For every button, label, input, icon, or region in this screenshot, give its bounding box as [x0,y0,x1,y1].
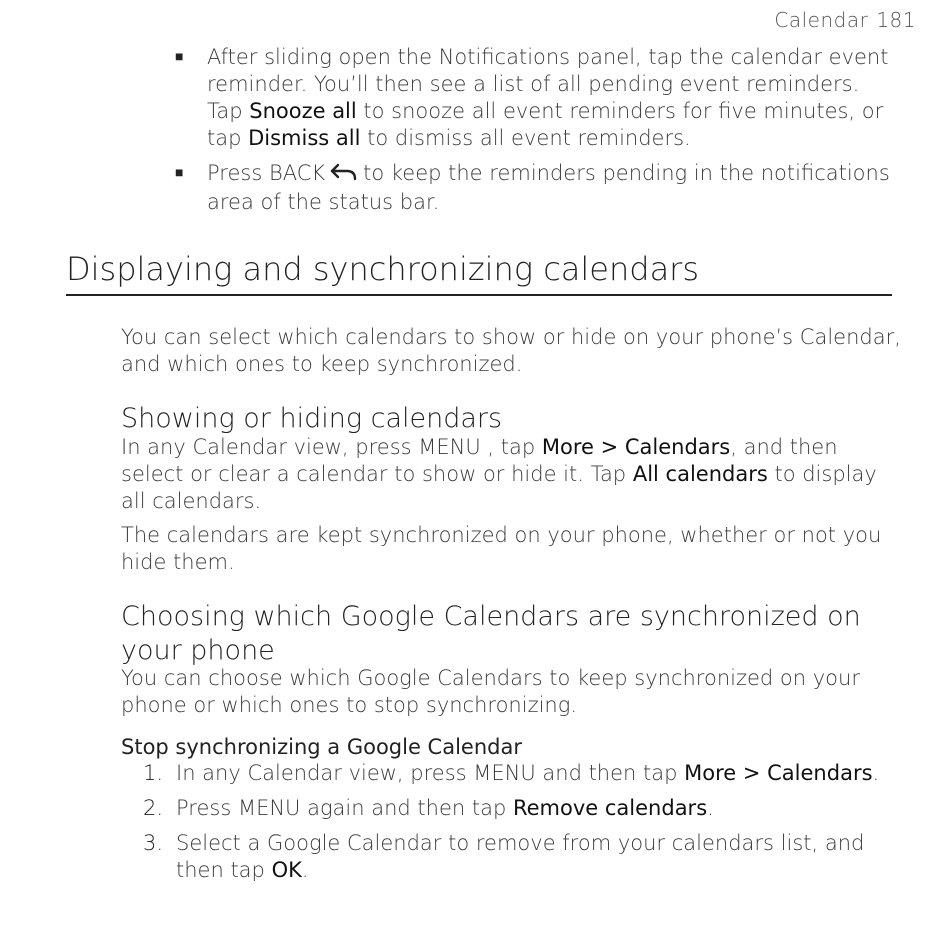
bullet-text: After sliding open the Notifications panel, tap the calendar event reminder. You’ll then see a list of all pending event reminders. Tap [207,45,889,123]
back-arrow-icon [329,162,359,189]
step-number: 1. [143,761,164,785]
section-name: Calendar [774,8,869,32]
ok-label: OK [271,858,302,882]
step-text: . [872,761,880,785]
bullet-item [172,160,892,216]
step-text: Press MENU again and then tap [176,796,513,820]
all-calendars-label: All calendars [632,462,768,486]
bullet-icon: ■ [175,49,184,65]
bullet-text: to snooze all event reminders for five minutes, or tap [207,99,884,150]
bullet-text: to keep the reminders pending in the notifications area of the status bar. [207,161,890,214]
step-number: 3. [143,831,164,855]
intro-paragraph: You can select which calendars to show or hide on your phone’s Calendar, and which ones to keep synchronized. [121,325,901,376]
reminder-bullets [172,44,892,224]
showing-hiding-heading: Showing or hiding calendars [121,403,503,434]
choosing-paragraph: You can choose which Google Calendars to keep synchronized on your phone or which ones to stop synchronizing. [121,666,860,717]
page-header [774,8,916,32]
step-item [121,795,911,822]
bullet-item [172,44,892,152]
step-text: . [707,796,714,820]
bullet-icon: ■ [175,165,184,181]
dismiss-all-label: Dismiss all [248,126,361,150]
paragraph-text: to display all calendars. [121,462,877,513]
step-item [121,830,911,884]
remove-calendars-label: Remove calendars [512,796,708,820]
step-text: Select a Google Calendar to remove from your calendars list, and then tap [176,831,865,882]
more-calendars-label: More > Calendars [541,435,731,459]
stop-sync-steps [121,760,911,892]
stop-sync-subheading: Stop synchronizing a Google Calendar [121,735,522,759]
choosing-heading: Choosing which Google Calendars are synchronized on your phone [121,601,861,666]
step-text: . [301,858,309,882]
section-title: Displaying and synchronizing calendars [66,250,892,296]
paragraph-text: , and then select or clear a calendar to show or hide it. Tap [121,435,838,486]
sync-note-paragraph: The calendars are kept synchronized on your phone, whether or not you hide them. [121,523,882,574]
more-calendars-label: More > Calendars [684,761,873,785]
snooze-all-label: Snooze all [249,99,357,123]
bullet-text: to dismiss all event reminders. [360,126,691,150]
step-text: In any Calendar view, press MENU and then tap [176,761,685,785]
showing-paragraph [121,434,901,515]
page-number: 181 [876,8,916,32]
paragraph-text: In any Calendar view, press MENU , tap [121,435,542,459]
bullet-text: Press BACK [207,161,326,185]
step-item [121,760,911,787]
step-number: 2. [143,796,164,820]
